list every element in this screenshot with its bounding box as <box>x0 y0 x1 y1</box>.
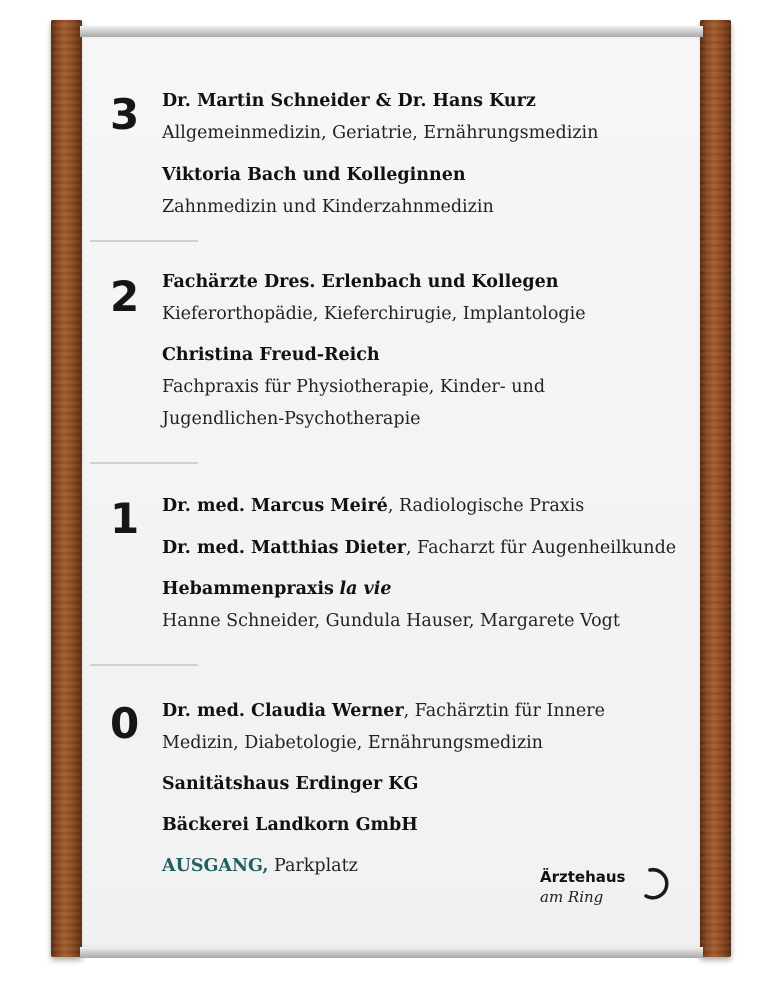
exit-line <box>162 858 358 876</box>
bottom-aluminium-rail <box>80 947 703 958</box>
crescent-ring-icon <box>640 866 670 902</box>
entry-name: Dr. Martin Schneider & Dr. Hans Kurz <box>162 91 536 111</box>
exit-desc: Parkplatz <box>268 856 358 876</box>
entry-name: Sanitätshaus Erdinger KG <box>162 774 419 794</box>
top-aluminium-rail <box>80 26 703 37</box>
floor-2-entry-2-desc-line2: Jugendlichen-Psychotherapie <box>162 409 421 429</box>
floor-1-entry-1 <box>162 498 584 516</box>
entry-desc: , Fachärztin für Innere <box>403 701 605 721</box>
floor-0-entry-1-line2: Medizin, Diabetologie, Ernährungsmedizin <box>162 733 543 753</box>
logo-line-1: Ärztehaus <box>540 868 626 886</box>
logo-line-2: am Ring <box>540 888 604 906</box>
floor-number-2: 2 <box>110 272 140 321</box>
floor-1-entry-3-desc: Hanne Schneider, Gundula Hauser, Margarete Vogt <box>162 611 620 631</box>
floor-3-entry-1-name <box>162 93 536 111</box>
entry-name: Hebammenpraxis <box>162 579 334 599</box>
floor-1-entry-3-name <box>162 581 391 599</box>
floor-2-entry-1-desc: Kieferorthopädie, Kieferchirugie, Implantologie <box>162 304 586 324</box>
entry-desc: , Facharzt für Augenheilkunde <box>405 538 677 558</box>
floor-2-entry-1-name <box>162 274 558 292</box>
floor-separator <box>90 240 198 242</box>
floor-0-entry-3-name <box>162 817 418 835</box>
entry-desc: , Radiologische Praxis <box>387 496 585 516</box>
floor-separator <box>90 462 198 464</box>
exit-label: AUSGANG, <box>162 856 269 876</box>
entry-name: Fachärzte Dres. Erlenbach und Kollegen <box>162 272 559 292</box>
floor-3-entry-1-desc: Allgemeinmedizin, Geriatrie, Ernährungsmedizin <box>162 123 599 143</box>
floor-number-3: 3 <box>110 90 140 139</box>
entry-name: Viktoria Bach und Kolleginnen <box>162 165 466 185</box>
floor-2-entry-2-desc-line1: Fachpraxis für Physiotherapie, Kinder- und <box>162 377 546 397</box>
entry-name: Dr. med. Claudia Werner <box>162 701 404 721</box>
floor-0-entry-1-line1 <box>162 703 605 721</box>
floor-2-entry-2-name <box>162 347 380 365</box>
floor-3-entry-2-desc: Zahnmedizin und Kinderzahnmedizin <box>162 197 494 217</box>
entry-name: Bäckerei Landkorn GmbH <box>162 815 418 835</box>
floor-0-entry-2-name <box>162 776 418 794</box>
floor-number-0: 0 <box>110 699 140 748</box>
entry-name: Christina Freud-Reich <box>162 345 380 365</box>
left-wooden-post <box>51 20 82 957</box>
floor-number-1: 1 <box>110 494 140 543</box>
entry-name-italic: la vie <box>339 579 392 599</box>
right-wooden-post <box>700 20 731 957</box>
floor-1-entry-2 <box>162 540 676 558</box>
entry-name: Dr. med. Marcus Meiré <box>162 496 388 516</box>
aerztehaus-logo <box>540 866 670 916</box>
floor-3-entry-2-name <box>162 167 466 185</box>
floor-separator <box>90 664 198 666</box>
entry-name: Dr. med. Matthias Dieter <box>162 538 406 558</box>
